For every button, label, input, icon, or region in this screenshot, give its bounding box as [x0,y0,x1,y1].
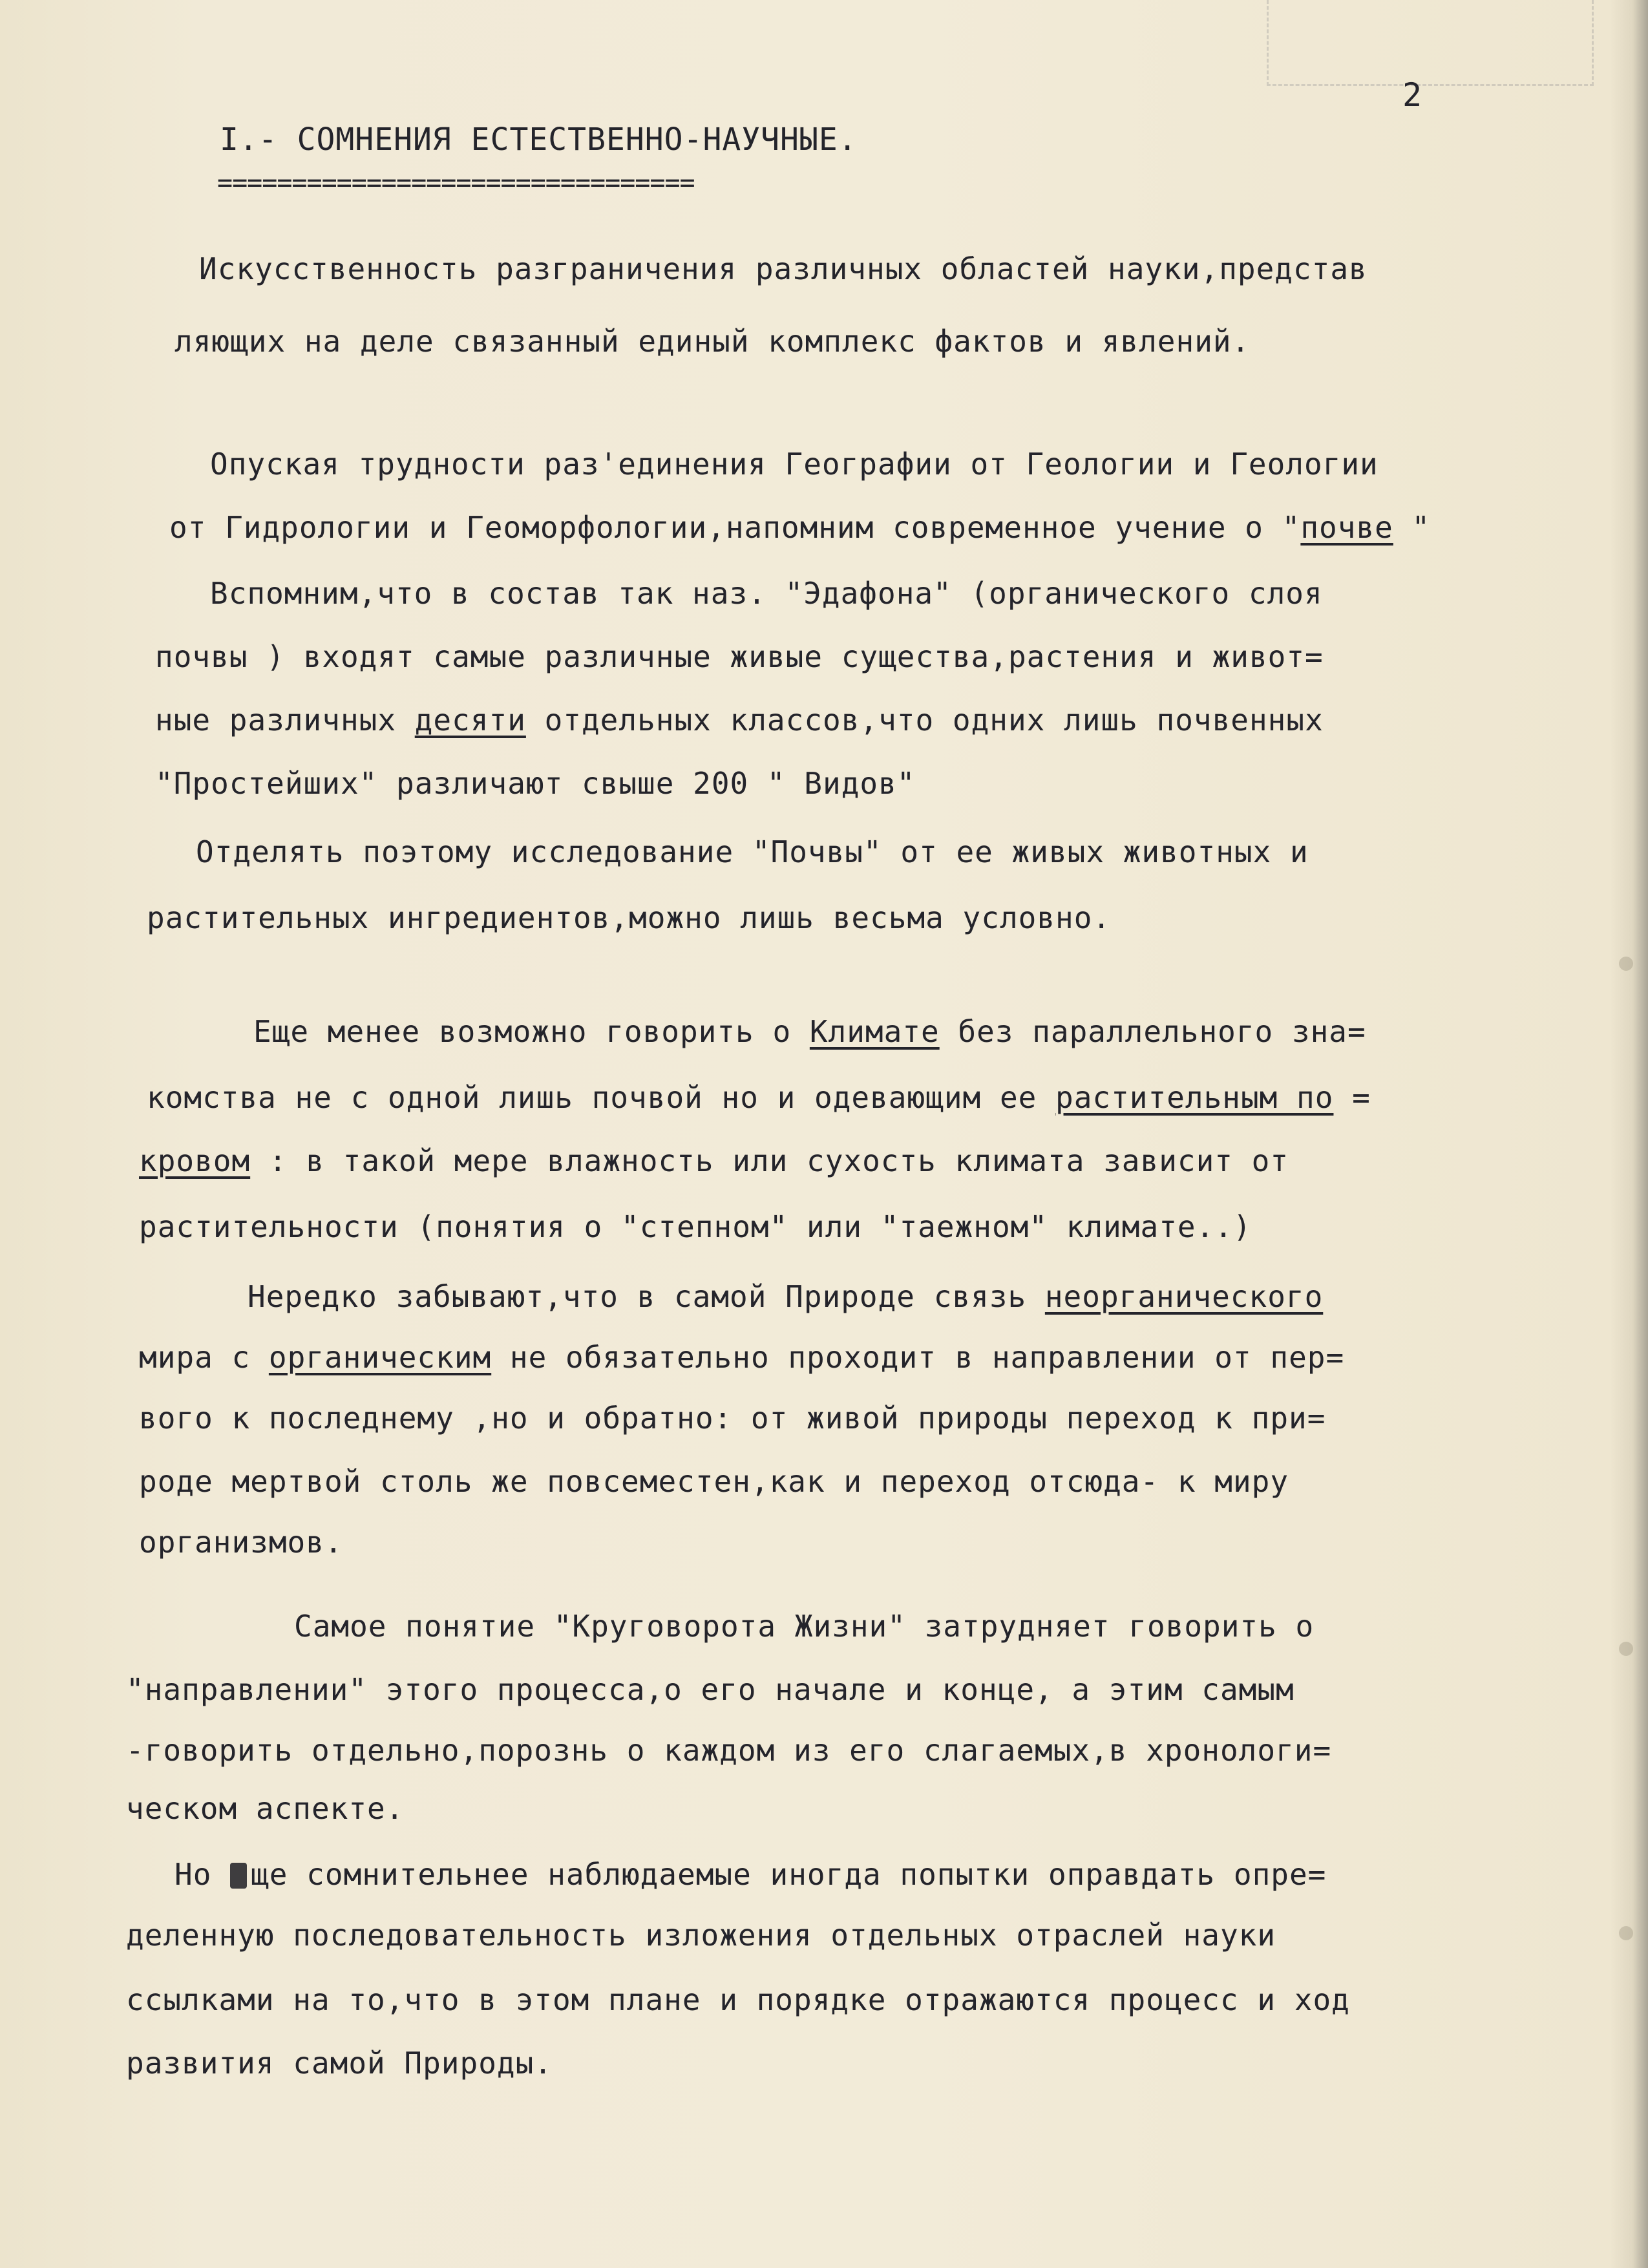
text-line: Опуская трудности раз'единения Географии от Геологии и Геологии [210,447,1379,482]
text-line: растительности (понятия о "степном" или "таежном" климате..) [139,1209,1252,1244]
text-segment: Еще менее возможно говорить о [253,1014,810,1049]
underlined-word: растительным по [1055,1080,1334,1115]
underlined-word: десяти [414,703,526,737]
text-line: Самое понятие "Круговорота Жизни" затрудняет говорить о [294,1609,1315,1644]
underlined-word: Климате [809,1014,940,1049]
underlined-word: почве [1300,510,1393,545]
text-line [174,1856,1326,1892]
underlined-word: органическим [268,1340,492,1375]
faded-stamp-mark [1267,0,1594,86]
text-segment: ще сомнительнее наблюдаемые иногда попытки оправдать опре= [251,1857,1327,1892]
binding-hole [1619,1926,1633,1940]
text-line: "направлении" этого процесса,о его начале и конце, а этим самым [126,1672,1294,1707]
text-segment: отдельных классов,что одних лишь почвенных [525,703,1324,737]
text-segment: мира с [139,1340,269,1375]
text-line [147,1079,1371,1116]
text-line [169,509,1430,546]
text-line: ческом аспекте. [126,1791,405,1826]
text-segment: комства не с одной лишь почвой но и одевающим ее [147,1080,1056,1115]
text-segment: Нередко забывают,что в самой Природе связь [248,1279,1045,1314]
text-segment: = [1333,1080,1371,1115]
text-line: -говорить отдельно,порознь о каждом из его слагаемых,в хронологи= [126,1733,1332,1768]
text-line: Вспомним,что в состав так наз. "Эдафона" (органического слоя [210,576,1323,611]
text-line: растительных ингредиентов,можно лишь весьма условно. [147,900,1112,935]
text-line: ляющих на деле связанный единый комплекс фактов и явлений. [174,324,1251,359]
text-line [248,1278,1323,1315]
binding-hole [1619,957,1633,971]
text-segment: не обязательно проходит в направлении от пер= [491,1340,1345,1375]
ink-blot-correction [230,1863,247,1889]
text-segment: без параллельного зна= [939,1014,1366,1049]
text-line [139,1339,1344,1375]
page-number: 2 [1402,76,1422,114]
text-line: ссылками на то,что в этом плане и порядке отражаются процесс и ход [126,1982,1350,2017]
text-line: организмов. [139,1525,343,1560]
text-segment: от Гидрологии и Геоморфологии,напомним современное учение о " [169,510,1301,545]
text-line: деленную последовательность изложения отдельных отраслей науки [126,1918,1276,1953]
text-line: вого к последнему ,но и обратно: от живой природы переход к при= [139,1401,1326,1436]
text-segment: " [1393,510,1431,545]
text-line [139,1143,1289,1179]
text-segment: ные различных [155,703,415,737]
text-line: Отделять поэтому исследование "Почвы" от ее живых животных и [196,834,1309,869]
text-segment: : в такой мере влажность или сухость климата зависит от [250,1143,1289,1178]
text-line: развития самой Природы. [126,2046,553,2081]
underlined-word: неорганического [1044,1279,1324,1314]
text-line: почвы ) входят самые различные живые существа,растения и живот= [155,639,1324,674]
section-heading: I.- СОМНЕНИЯ ЕСТЕСТВЕННО-НАУЧНЫЕ. [220,122,858,158]
text-line [155,702,1324,738]
heading-double-rule: ================================ [217,168,695,198]
text-segment: Но [174,1857,231,1892]
underlined-word: кровом [139,1143,251,1178]
text-line: "Простейших" различают свыше 200 " Видов" [155,766,916,801]
text-line [253,1013,1366,1050]
text-line: Искусственность разграничения различных областей науки,представ [199,251,1368,286]
binding-hole [1619,1642,1633,1656]
text-line: роде мертвой столь же повсеместен,как и переход отсюда- к миру [139,1464,1289,1499]
